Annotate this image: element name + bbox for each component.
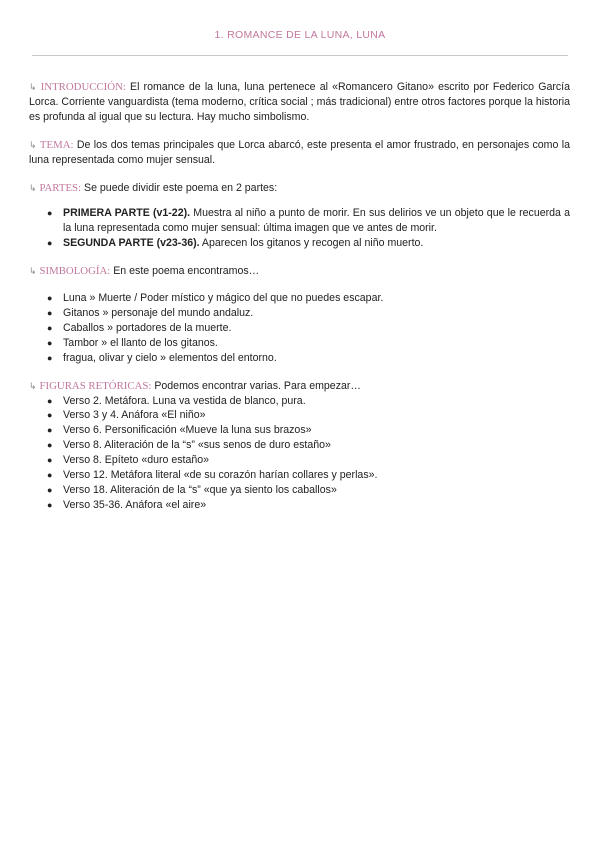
partes-item-text: Muestra al niño a punto de morir. En sus delirios ve un objeto que le recuerda a la luna representada como mujer sensual: última imagen que ve antes de morir. xyxy=(63,207,570,235)
document-body xyxy=(29,80,570,513)
simbologia-heading: SIMBOLOGÍA: xyxy=(39,265,111,278)
arrow-icon: ↳ xyxy=(29,182,37,193)
figuras-list xyxy=(29,394,570,513)
bullet-icon: ● xyxy=(47,440,53,451)
bullet-icon: ● xyxy=(47,499,53,510)
figuras-item: Verso 8. Aliteración de la “s” «sus senos de duro estaño» xyxy=(63,439,331,452)
header-divider xyxy=(32,55,568,56)
figuras-item: Verso 2. Metáfora. Luna va vestida de blanco, pura. xyxy=(63,394,306,407)
partes-list xyxy=(29,206,570,251)
arrow-icon: ↳ xyxy=(29,82,37,92)
list-item xyxy=(29,306,570,321)
figuras-item: Verso 18. Aliteración de la “s” «que ya siento los caballos» xyxy=(63,483,337,496)
simbologia-item: Caballos » portadores de la muerte. xyxy=(63,321,232,334)
tema-text: De los dos temas principales que Lorca abarcó, este presenta el amor frustrado, en personajes como la luna representada como mujer sensual. xyxy=(29,138,570,166)
intro-text: El romance de la luna, luna pertenece al «Romancero Gitano» escrito por Federico García Lorca. Corriente vanguardista (tema moderno, crítica social ; más tradicional) entre otros factores porque la historia es profunda al igual que su lectura. Hay mucho simbolismo. xyxy=(29,81,570,123)
bullet-icon: ● xyxy=(47,484,53,495)
bullet-icon: ● xyxy=(47,395,53,406)
tema-heading: TEMA: xyxy=(39,138,74,151)
list-item xyxy=(29,453,570,468)
simbologia-text: En este poema encontramos… xyxy=(110,265,260,278)
figuras-item: Verso 6. Personificación «Mueve la luna sus brazos» xyxy=(63,424,312,437)
partes-heading: PARTES: xyxy=(39,181,82,194)
figuras-item: Verso 35-36. Anáfora «el aire» xyxy=(63,498,207,511)
intro-heading: INTRODUCCIÓN: xyxy=(40,81,126,93)
bullet-icon: ● xyxy=(47,352,53,363)
partes-text: Se puede dividir este poema en 2 partes: xyxy=(81,181,278,194)
list-item xyxy=(29,206,570,236)
simbologia-list xyxy=(29,291,570,366)
partes-paragraph xyxy=(29,181,570,196)
bullet-icon: ● xyxy=(47,410,53,421)
page-header-title: 1. ROMANCE DE LA LUNA, LUNA xyxy=(214,29,386,41)
simbologia-item: Luna » Muerte / Poder místico y mágico del que no puedes escapar. xyxy=(63,292,384,305)
simbologia-paragraph xyxy=(29,264,570,279)
figuras-item: Verso 8. Epíteto «duro estaño» xyxy=(63,454,210,467)
figuras-item: Verso 12. Metáfora literal «de su corazón harían collares y perlas». xyxy=(63,469,378,482)
simbologia-item: Gitanos » personaje del mundo andaluz. xyxy=(63,306,254,319)
simbologia-item: Tambor » el llanto de los gitanos. xyxy=(63,336,218,349)
bullet-icon: ● xyxy=(47,455,53,466)
figuras-item: Verso 3 y 4. Anáfora «El niño» xyxy=(63,409,206,422)
partes-item-text: Aparecen los gitanos y recogen al niño muerto. xyxy=(199,237,424,250)
partes-item-title: PRIMERA PARTE (v1-22). xyxy=(63,207,191,220)
tema-paragraph xyxy=(29,138,570,168)
bullet-icon: ● xyxy=(47,307,53,318)
list-item xyxy=(29,483,570,498)
list-item xyxy=(29,394,570,409)
arrow-icon: ↳ xyxy=(29,266,37,277)
figuras-text: Podemos encontrar varias. Para empezar… xyxy=(151,379,362,392)
arrow-icon: ↳ xyxy=(29,139,37,150)
list-item xyxy=(29,408,570,423)
intro-paragraph xyxy=(29,80,570,125)
partes-item-title: SEGUNDA PARTE (v23-36). xyxy=(63,237,200,250)
list-item xyxy=(29,438,570,453)
list-item xyxy=(29,498,570,513)
arrow-icon: ↳ xyxy=(29,380,37,391)
bullet-icon: ● xyxy=(47,293,53,304)
bullet-icon: ● xyxy=(47,470,53,481)
bullet-icon: ● xyxy=(47,322,53,333)
figuras-heading: FIGURAS RETÓRICAS: xyxy=(39,379,152,392)
simbologia-item: fragua, olivar y cielo » elementos del entorno. xyxy=(63,351,277,364)
figuras-paragraph xyxy=(29,379,570,394)
list-item xyxy=(29,236,570,251)
bullet-icon: ● xyxy=(47,238,53,249)
list-item xyxy=(29,336,570,351)
bullet-icon: ● xyxy=(47,208,53,219)
list-item xyxy=(29,291,570,306)
bullet-icon: ● xyxy=(47,425,53,436)
list-item xyxy=(29,321,570,336)
list-item xyxy=(29,423,570,438)
list-item xyxy=(29,468,570,483)
list-item xyxy=(29,351,570,366)
bullet-icon: ● xyxy=(47,337,53,348)
